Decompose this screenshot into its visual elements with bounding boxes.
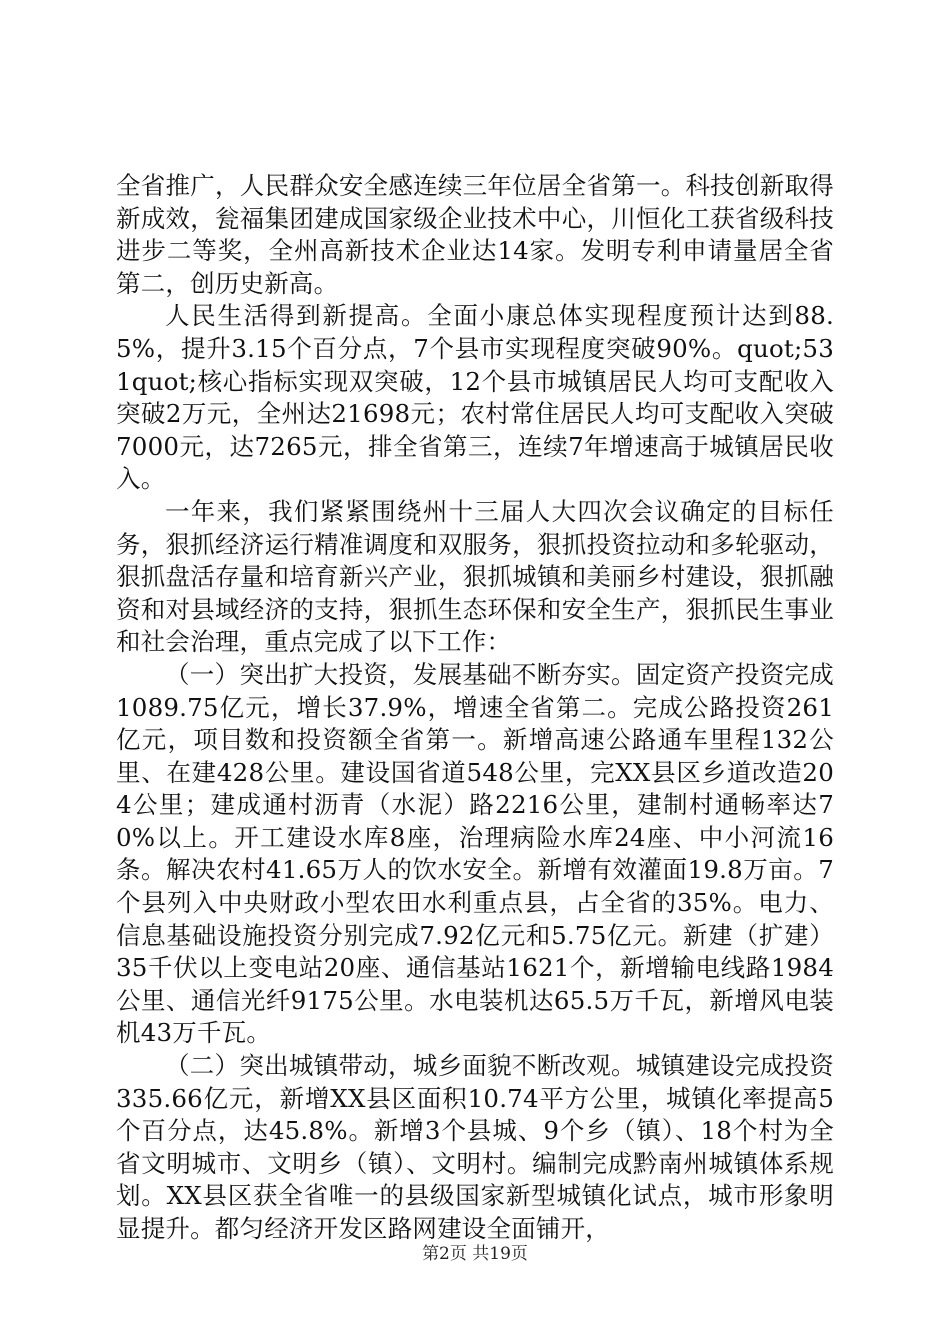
paragraph-5: （二）突出城镇带动，城乡面貌不断改观。城镇建设完成投资335.66亿元，新增XX县区面积10.74平方公里，城镇化率提高5个百分点，达45.8%。新增3个县城、9个乡（镇）、18个村为全省文明城市、文明乡（镇）、文明村。编制完成黔南州城镇体系规划。XX县区获全省唯一的县级国家新型城镇化试点，城市形象明显提升。都匀经济开发区路网建设全面铺开， (116, 1051, 834, 1243)
paragraph-1: 全省推广，人民群众安全感连续三年位居全省第一。科技创新取得新成效，瓮福集团建成国家级企业技术中心，川恒化工获省级科技进步二等奖，全州高新技术企业达14家。发明专利申请量居全省第二，创历史新高。 (116, 171, 834, 298)
paragraph-4: （一）突出扩大投资，发展基础不断夯实。固定资产投资完成1089.75亿元，增长37.9%，增速全省第二。完成公路投资261亿元，项目数和投资额全省第一。新增高速公路通车里程132公里、在建428公里。建设国省道548公里，完XX县区乡道改造204公里；建成通村沥青（水泥）路2216公里，建制村通畅率达70%以上。开工建设水库8座，治理病险水库24座、中小河流16条。解决农村41.65万人的饮水安全。新增有效灌面19.8万亩。7个县列入中央财政小型农田水利重点县，占全省的35%。电力、信息基础设施投资分别完成7.92亿元和5.75亿元。新建（扩建）35千伏以上变电站20座、通信基站1621个，新增输电线路1984公里、通信光纤9175公里。水电装机达65.5万千瓦，新增风电装机43万千瓦。 (116, 659, 834, 1048)
paragraph-3: 一年来，我们紧紧围绕州十三届人大四次会议确定的目标任务，狠抓经济运行精准调度和双服务，狠抓投资拉动和多轮驱动，狠抓盘活存量和培育新兴产业，狠抓城镇和美丽乡村建设，狠抓融资和对县域经济的支持，狠抓生态环保和安全生产，狠抓民生事业和社会治理，重点完成了以下工作： (116, 496, 834, 657)
page-number-footer: 第2页 共19页 (422, 1244, 528, 1264)
document-body (116, 170, 834, 1246)
paragraph-2: 人民生活得到新提高。全面小康总体实现程度预计达到88.5%，提升3.15个百分点，7个县市实现程度突破90%。quot;531quot;核心指标实现双突破，12个县市城镇居民人均可支配收入突破2万元，全州达21698元；农村常住居民人均可支配收入突破7000元，达7265元，排全省第三，连续7年增速高于城镇居民收入。 (116, 301, 834, 494)
